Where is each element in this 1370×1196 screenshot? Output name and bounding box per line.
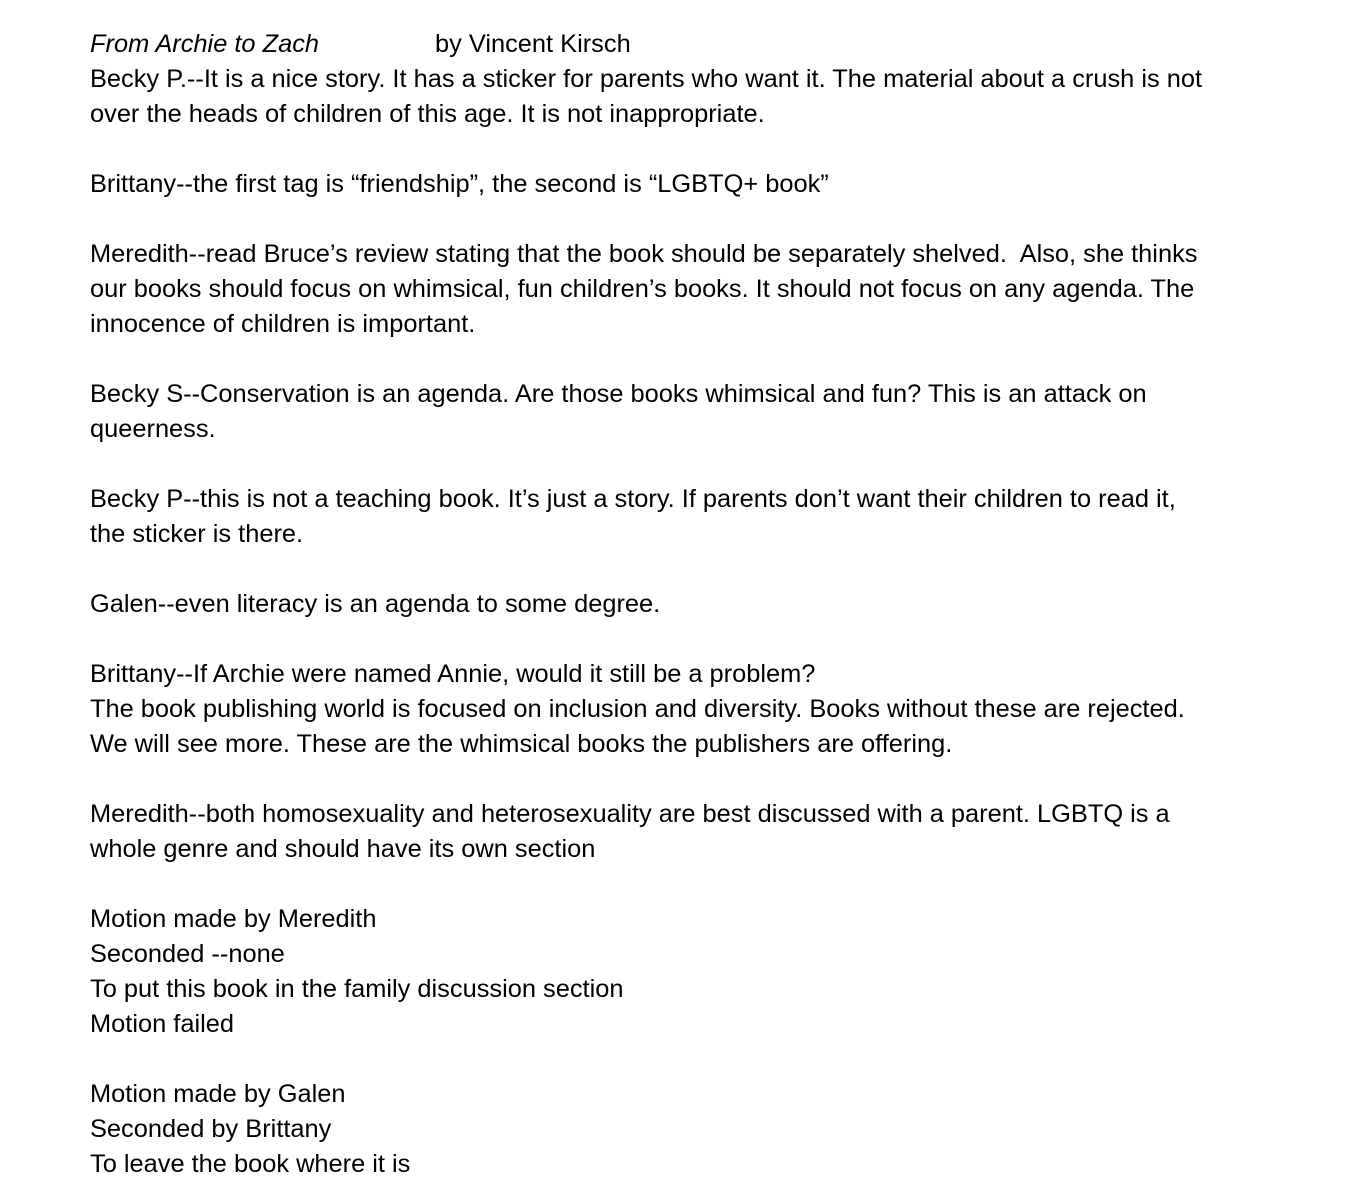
- paragraph-spacer: [90, 342, 1290, 377]
- paragraph-spacer: [90, 202, 1290, 237]
- text-line: the sticker is there.: [90, 520, 304, 548]
- book-title: From Archie to Zach: [90, 30, 320, 58]
- text-line: Seconded by Brittany: [90, 1115, 332, 1143]
- paragraph-spacer: [90, 552, 1290, 587]
- paragraph-brittany-1: [90, 167, 1290, 202]
- text-line: Seconded --none: [90, 940, 285, 968]
- paragraph-spacer: [90, 622, 1290, 657]
- paragraph-becky-s: [90, 377, 1290, 447]
- text-line: Motion failed: [90, 1010, 234, 1038]
- text-line: Becky S--Conservation is an agenda. Are those books whimsical and fun? This is an attack on: [90, 380, 1147, 408]
- text-line: Meredith--read Bruce’s review stating that the book should be separately shelved. Also, she thinks: [90, 240, 1198, 268]
- text-line: our books should focus on whimsical, fun children’s books. It should not focus on any agenda. The: [90, 275, 1195, 303]
- text-line: Motion made by Meredith: [90, 905, 377, 933]
- paragraph-galen: [90, 587, 1290, 622]
- text-line: Becky P--this is not a teaching book. It’s just a story. If parents don’t want their children to read it,: [90, 485, 1176, 513]
- paragraph-becky-p-1: [90, 62, 1290, 132]
- text-line: Meredith--both homosexuality and heterosexuality are best discussed with a parent. LGBTQ is a: [90, 800, 1170, 828]
- text-line: Brittany--the first tag is “friendship”, the second is “LGBTQ+ book”: [90, 170, 829, 198]
- paragraph-becky-p-2: [90, 482, 1290, 552]
- text-line: innocence of children is important.: [90, 310, 476, 338]
- paragraph-brittany-2: [90, 657, 1290, 762]
- text-line: Motion made by Galen: [90, 1080, 346, 1108]
- paragraph-spacer: [90, 867, 1290, 902]
- text-line: over the heads of children of this age. It is not inappropriate.: [90, 100, 765, 128]
- paragraph-spacer: [90, 1042, 1290, 1077]
- document-header: [90, 27, 1290, 62]
- document-page: [90, 27, 1290, 1182]
- paragraph-spacer: [90, 762, 1290, 797]
- motion-2: [90, 1077, 1290, 1182]
- text-line: queerness.: [90, 415, 216, 443]
- text-line: Galen--even literacy is an agenda to some degree.: [90, 590, 661, 618]
- text-line: Brittany--If Archie were named Annie, would it still be a problem?: [90, 660, 816, 688]
- text-line: Becky P.--It is a nice story. It has a sticker for parents who want it. The material about a crush is not: [90, 65, 1203, 93]
- text-line: To put this book in the family discussion section: [90, 975, 624, 1003]
- text-line: We will see more. These are the whimsical books the publishers are offering.: [90, 730, 953, 758]
- paragraph-meredith-2: [90, 797, 1290, 867]
- motion-1: [90, 902, 1290, 1042]
- paragraph-spacer: [90, 447, 1290, 482]
- text-line: To leave the book where it is: [90, 1150, 411, 1178]
- paragraph-spacer: [90, 132, 1290, 167]
- text-line: The book publishing world is focused on inclusion and diversity. Books without these are rejected.: [90, 695, 1185, 723]
- text-line: whole genre and should have its own section: [90, 835, 596, 863]
- book-author: by Vincent Kirsch: [435, 30, 631, 58]
- paragraph-meredith-1: [90, 237, 1290, 342]
